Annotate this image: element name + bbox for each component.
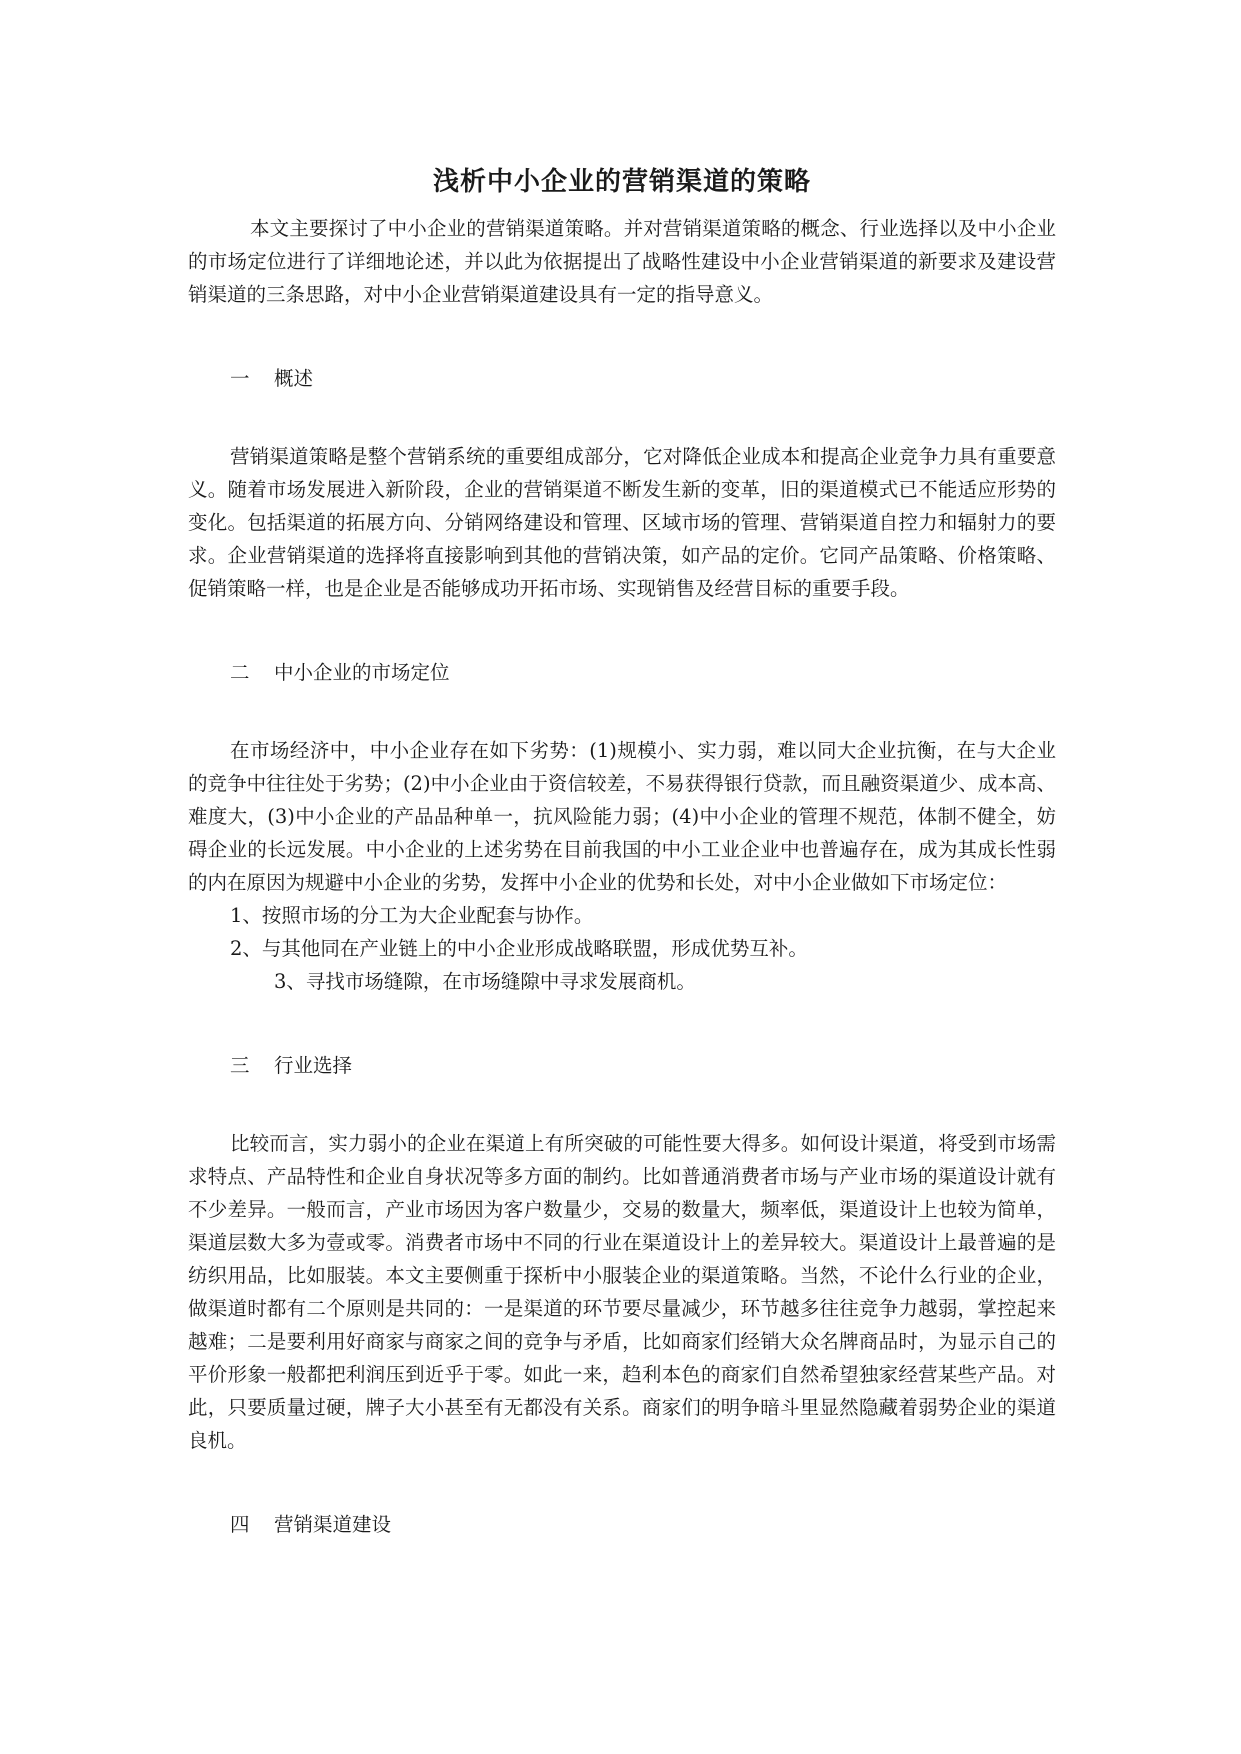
section-heading-channel-construction	[188, 1508, 1056, 1541]
section-heading-overview	[188, 362, 1056, 395]
abstract-paragraph: 本文主要探讨了中小企业的营销渠道策略。并对营销渠道策略的概念、行业选择以及中小企业的市场定位进行了详细地论述，并以此为依据提出了战略性建设中小企业营销渠道的新要求及建设营销渠道的三条思路，对中小企业营销渠道建设具有一定的指导意义。	[188, 217, 1056, 306]
spacer	[188, 1457, 1056, 1508]
section-heading-text: 概述	[274, 367, 314, 390]
spacer	[188, 1082, 1056, 1127]
section-heading-text: 行业选择	[274, 1054, 353, 1077]
section-paragraph-industry-selection: 比较而言，实力弱小的企业在渠道上有所突破的可能性要大得多。如何设计渠道，将受到市场需求特点、产品特性和企业自身状况等多方面的制约。比如普通消费者市场与产业市场的渠道设计就有不少差异。一般而言，产业市场因为客户数量少，交易的数量大，频率低，渠道设计上也较为简单，渠道层数大多为壹或零。消费者市场中不同的行业在渠道设计上的差异较大。渠道设计上最普遍的是纺织用品，比如服装。本文主要侧重于探析中小服装企业的渠道策略。当然，不论什么行业的企业，做渠道时都有二个原则是共同的：一是渠道的环节要尽量减少，环节越多往往竞争力越弱，掌控起来越难；二是要利用好商家与商家之间的竞争与矛盾，比如商家们经销大众名牌商品时，为显示自己的平价形象一般都把利润压到近乎于零。如此一来，趋利本色的商家们自然希望独家经营某些产品。对此，只要质量过硬，牌子大小甚至有无都没有关系。商家们的明争暗斗里显然隐藏着弱势企业的渠道良机。	[188, 1132, 1056, 1452]
document-body	[188, 164, 1056, 1541]
list-item: 3、寻找市场缝隙，在市场缝隙中寻求发展商机。	[274, 970, 696, 993]
spacer	[188, 311, 1056, 362]
document-title: 浅析中小企业的营销渠道的策略	[432, 167, 811, 197]
section-heading-text: 中小企业的市场定位	[274, 661, 450, 684]
section-number: 三	[230, 1054, 250, 1077]
list-item: 2、与其他同在产业链上的中小企业形成战略联盟，形成优势互补。	[230, 937, 808, 960]
section-heading-industry-selection	[188, 1049, 1056, 1082]
spacer	[188, 689, 1056, 734]
section-heading-market-positioning	[188, 656, 1056, 689]
section-number: 四	[230, 1513, 250, 1536]
section-heading-text: 营销渠道建设	[274, 1513, 392, 1536]
section-number: 二	[230, 661, 250, 684]
section-paragraph-overview: 营销渠道策略是整个营销系统的重要组成部分，它对降低企业成本和提高企业竞争力具有重要意义。随着市场发展进入新阶段，企业的营销渠道不断发生新的变革，旧的渠道模式已不能适应形势的变化。包括渠道的拓展方向、分销网络建设和管理、区域市场的管理、营销渠道自控力和辐射力的要求。企业营销渠道的选择将直接影响到其他的营销决策，如产品的定价。它同产品策略、价格策略、促销策略一样，也是企业是否能够成功开拓市场、实现销售及经营目标的重要手段。	[188, 445, 1056, 600]
spacer	[188, 998, 1056, 1049]
spacer	[188, 395, 1056, 440]
list-item: 1、按照市场的分工为大企业配套与协作。	[230, 904, 594, 927]
section-paragraph-market-positioning: 在市场经济中，中小企业存在如下劣势：(1)规模小、实力弱，难以同大企业抗衡，在与大企业的竞争中往往处于劣势；(2)中小企业由于资信较差，不易获得银行贷款，而且融资渠道少、成本高、难度大，(3)中小企业的产品品种单一，抗风险能力弱；(4)中小企业的管理不规范，体制不健全，妨碍企业的长远发展。中小企业的上述劣势在目前我国的中小工业企业中也普遍存在，成为其成长性弱的内在原因为规避中小企业的劣势，发挥中小企业的优势和长处，对中小企业做如下市场定位：	[188, 739, 1056, 894]
section-number: 一	[230, 367, 250, 390]
spacer	[188, 605, 1056, 656]
